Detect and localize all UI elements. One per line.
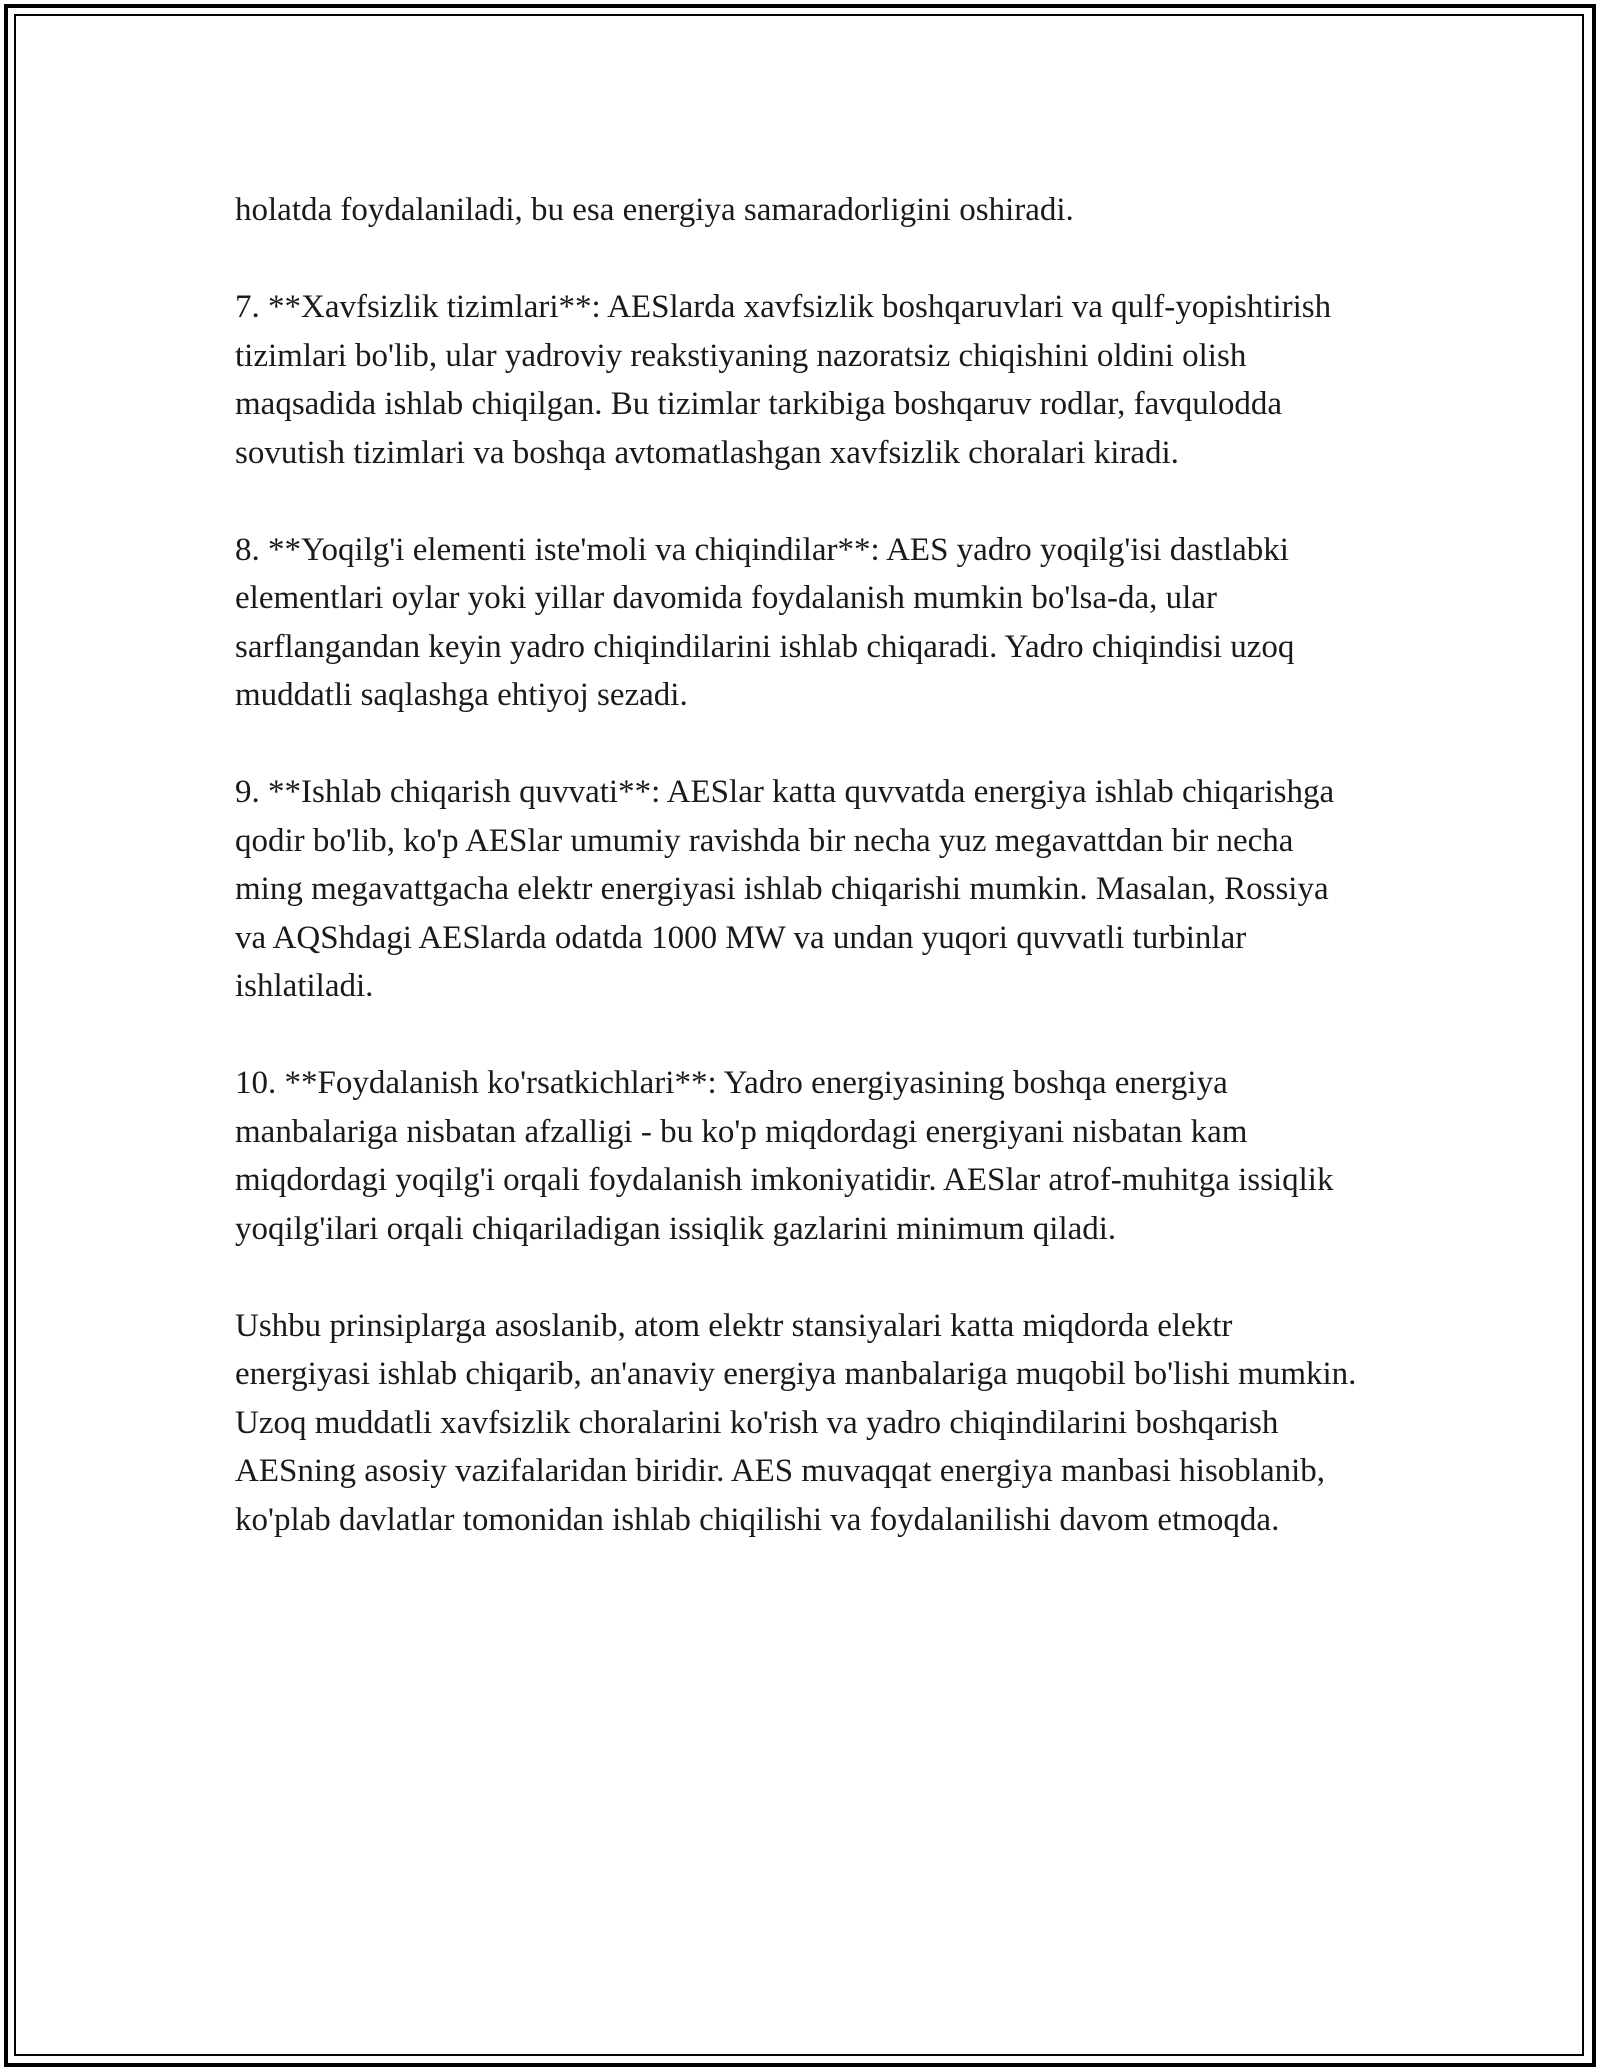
paragraph-item-8: 8. **Yoqilg'i elementi iste'moli va chiqindilar**: AES yadro yoqilg'isi dastlabki elementlari oylar yoki yillar davomida foydalanish mumkin bo'lsa-da, ular sarflangandan keyin yadro chiqindilarini ishlab chiqaradi. Yadro chiqindisi uzoq muddatli saqlashga ehtiyoj sezadi. (235, 531, 1295, 713)
paragraph-item-9: 9. **Ishlab chiqarish quvvati**: AESlar katta quvvatda energiya ishlab chiqarishga qodir bo'lib, ko'p AESlar umumiy ravishda bir necha yuz megavattdan bir necha ming megavattgacha elektr energiyasi ishlab chiqarishi mumkin. Masalan, Rossiya va AQShdagi AESlarda odatda 1000 MW va undan yuqori quvvatli turbinlar ishlatiladi. (235, 774, 1335, 1004)
paragraph-item-10: 10. **Foydalanish ko'rsatkichlari**: Yadro energiyasining boshqa energiya manbalariga nisbatan afzalligi - bu ko'p miqdordagi energiyani nisbatan kam miqdordagi yoqilg'i orqali foydalanish imkoniyatidir. AESlar atrof-muhitga issiqlik yoqilg'ilari orqali chiqariladigan issiqlik gazlarini minimum qiladi. (235, 1065, 1334, 1247)
paragraph-item-7: 7. **Xavfsizlik tizimlari**: AESlarda xavfsizlik boshqaruvlari va qulf-yopishtirish tizimlari bo'lib, ular yadroviy reakstiyaning nazoratsiz chiqishini oldini olish maqsadida ishlab chiqilgan. Bu tizimlar tarkibiga boshqaruv rodlar, favqulodda sovutish tizimlari va boshqa avtomatlashgan xavfsizlik choralari kiradi. (235, 289, 1332, 471)
document-body (235, 186, 1365, 1593)
paragraph-conclusion: Ushbu prinsiplarga asoslanib, atom elektr stansiyalari katta miqdorda elektr energiyasi ishlab chiqarib, an'anaviy energiya manbalariga muqobil bo'lishi mumkin. Uzoq muddatli xavfsizlik choralarini ko'rish va yadro chiqindilarini boshqarish AESning asosiy vazifalaridan biridir. AES muvaqqat energiya manbasi hisoblanib, ko'plab davlatlar tomonidan ishlab chiqilishi va foydalanilishi davom etmoqda. (235, 1307, 1357, 1538)
paragraph-continuation: holatda foydalaniladi, bu esa energiya samaradorligini oshiradi. (235, 192, 1074, 228)
